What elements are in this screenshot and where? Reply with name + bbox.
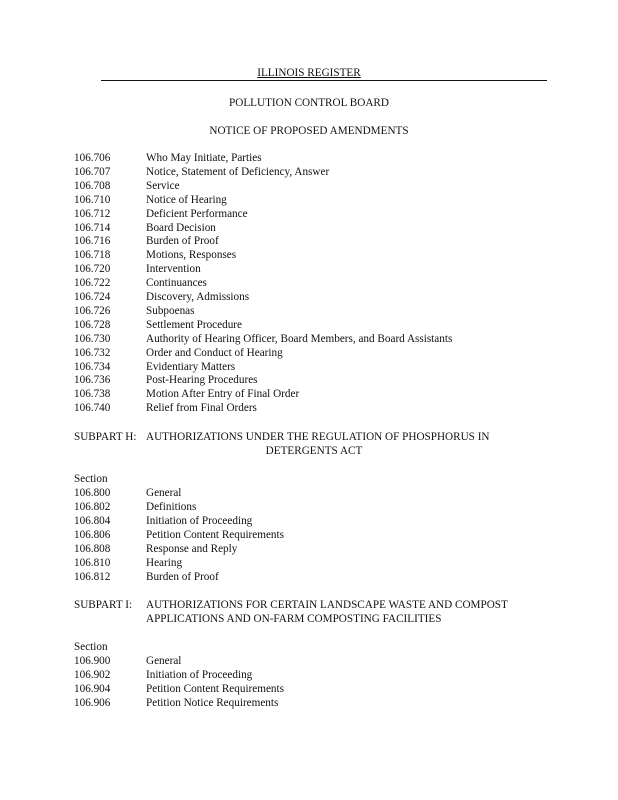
section-title: Motions, Responses xyxy=(146,249,237,262)
section-title: Initiation of Proceeding xyxy=(146,515,253,527)
register-title: ILLINOIS REGISTER xyxy=(257,67,361,79)
section-number: 106.906 xyxy=(74,697,111,709)
section-number: 106.712 xyxy=(74,207,111,220)
section-title: Petition Notice Requirements xyxy=(146,697,279,709)
section-title: Service xyxy=(146,179,180,192)
section-number: 106.740 xyxy=(74,402,111,415)
section-title: Burden of Proof xyxy=(146,571,219,583)
section-number: 106.726 xyxy=(74,304,111,317)
section-number: 106.730 xyxy=(74,332,111,345)
section-number: 106.708 xyxy=(74,179,111,192)
section-heading-h: Section xyxy=(74,473,108,485)
section-title: Settlement Procedure xyxy=(146,318,242,331)
subpart-i-label: SUBPART I: xyxy=(74,599,133,611)
section-title: Post-Hearing Procedures xyxy=(146,374,258,387)
section-title: Order and Conduct of Hearing xyxy=(146,346,283,359)
section-number: 106.738 xyxy=(74,388,111,401)
section-number: 106.800 xyxy=(74,487,111,499)
section-title: Notice of Hearing xyxy=(146,193,227,206)
section-number: 106.707 xyxy=(74,165,111,178)
section-number: 106.734 xyxy=(74,360,111,373)
section-title: Subpoenas xyxy=(146,304,195,317)
section-title: Continuances xyxy=(146,277,207,290)
section-number: 106.710 xyxy=(74,193,111,206)
section-title: Evidentiary Matters xyxy=(146,360,236,373)
section-number: 106.732 xyxy=(74,346,111,359)
section-title: General xyxy=(146,655,182,667)
section-number: 106.714 xyxy=(74,221,111,234)
subpart-i-title-line2: APPLICATIONS AND ON-FARM COMPOSTING FACILITIES xyxy=(146,613,442,625)
section-number: 106.808 xyxy=(74,543,111,555)
section-title: Petition Content Requirements xyxy=(146,529,284,541)
section-title: Hearing xyxy=(146,557,183,569)
agency-name: POLLUTION CONTROL BOARD xyxy=(229,97,389,109)
section-number: 106.706 xyxy=(74,152,111,164)
section-title: Relief from Final Orders xyxy=(146,402,257,415)
section-number: 106.802 xyxy=(74,501,111,513)
section-title: Deficient Performance xyxy=(146,207,248,220)
section-title: Who May Initiate, Parties xyxy=(146,152,262,164)
section-number: 106.812 xyxy=(74,571,111,583)
section-number: 106.904 xyxy=(74,683,111,695)
subpart-h-title-line1: AUTHORIZATIONS UNDER THE REGULATION OF PHOSPHORUS IN xyxy=(146,431,490,443)
subpart-h-label: SUBPART H: xyxy=(74,431,137,443)
section-number: 106.724 xyxy=(74,291,111,303)
section-title: Burden of Proof xyxy=(146,235,219,248)
section-title: Petition Content Requirements xyxy=(146,683,284,695)
section-title: General xyxy=(146,487,182,499)
section-number: 106.804 xyxy=(74,515,111,527)
section-title: Notice, Statement of Deficiency, Answer xyxy=(146,165,330,178)
section-title: Motion After Entry of Final Order xyxy=(146,388,300,401)
section-number: 106.900 xyxy=(74,655,111,667)
section-title: Initiation of Proceeding xyxy=(146,669,253,681)
subpart-i-title-line1: AUTHORIZATIONS FOR CERTAIN LANDSCAPE WASTE AND COMPOST xyxy=(146,599,508,611)
section-number: 106.902 xyxy=(74,669,111,681)
section-number: 106.716 xyxy=(74,235,111,248)
section-title: Board Decision xyxy=(146,221,216,234)
section-number: 106.718 xyxy=(74,249,111,262)
header-rule xyxy=(101,80,547,81)
section-title: Definitions xyxy=(146,501,197,513)
subpart-h-title-line2: DETERGENTS ACT xyxy=(265,445,363,457)
section-number: 106.810 xyxy=(74,557,111,569)
section-title: Authority of Hearing Officer, Board Members, and Board Assistants xyxy=(146,332,453,345)
notice-title: NOTICE OF PROPOSED AMENDMENTS xyxy=(209,125,409,137)
section-title: Response and Reply xyxy=(146,543,238,555)
section-heading-i: Section xyxy=(74,641,108,653)
section-number: 106.722 xyxy=(74,277,111,290)
section-number: 106.720 xyxy=(74,263,111,276)
section-title: Intervention xyxy=(146,263,201,276)
section-number: 106.806 xyxy=(74,529,111,541)
section-number: 106.728 xyxy=(74,318,111,331)
section-title: Discovery, Admissions xyxy=(146,291,250,303)
section-number: 106.736 xyxy=(74,374,111,387)
